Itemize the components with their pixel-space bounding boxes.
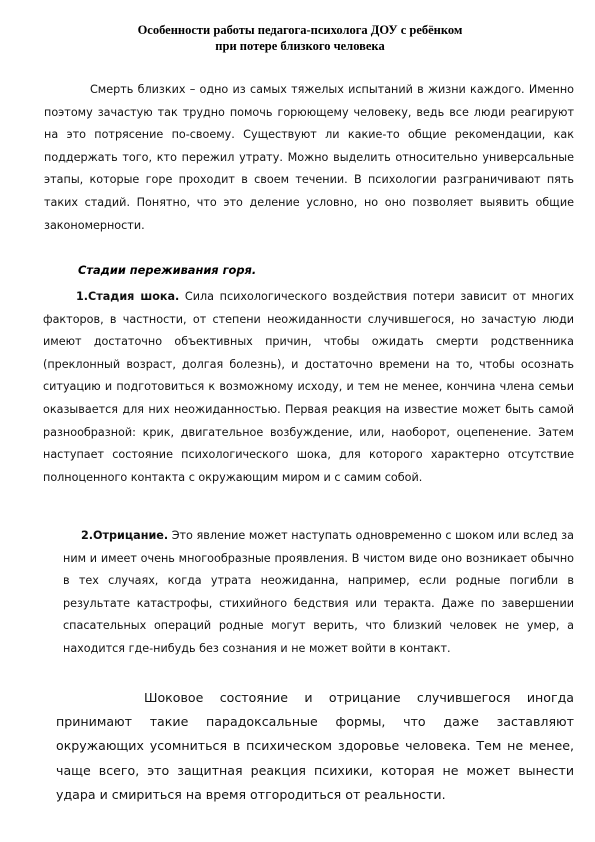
title-line-2: при потере близкого человека <box>215 39 385 53</box>
title-line-1: Особенности работы педагога-психолога ДОУ с ребёнком <box>137 23 463 37</box>
closing-paragraph: Шоковое состояние и отрицание случившегося иногда принимают такие парадоксальные формы, что даже заставляют окружающих усомниться в психическом здоровье человека. Тем не менее, чаще всего, это защитная реакция психики, которая не может вынести удара и смириться на время отгородиться от реальности. <box>56 690 574 802</box>
stage-1-paragraph <box>43 286 574 489</box>
document-title <box>100 22 500 54</box>
stage-2-text: Это явление может наступать одновременно с шоком или вслед за ним и имеет очень многообразные проявления. В чистом виде оно возникает обычно в тех случаях, когда утрата неожиданна, например, если родные погибли в результате катастрофы, стихийного бедствия или теракта. Даже по завершении спасательных операций родные могут верить, что близкий человек не умер, а находится где-нибудь без сознания и не может войти в контакт. <box>63 529 574 655</box>
stage-1-text: Сила психологического воздействия потери зависит от многих факторов, в частности, от степени неожиданности случившегося, но зачастую люди имеют достаточно объективных причин, чтобы ожидать смерти родственника (преклонный возраст, долгая болезнь), и достаточно времени на то, чтобы осознать ситуацию и подготовиться к возможному исходу, и тем не менее, кончина члена семьи оказывается для них неожиданностью. Первая реакция на известие может быть самой разнообразной: крик, двигательное возбуждение, или, наоборот, оцепенение. Затем наступает состояние психологического шока, для которого характерно отсутствие полноценного контакта с окружающим миром и с самим собой. <box>43 290 574 484</box>
intro-paragraph: Смерть близких – одно из самых тяжелых испытаний в жизни каждого. Именно поэтому зачастую так трудно помочь горюющему человеку, ведь все люди реагируют на это потрясение по-своему. Существуют ли какие-то общие рекомендации, как поддержать того, кто пережил утрату. Можно выделить относительно универсальные этапы, которые горе проходит в своем течении. В психологии разграничивают пять таких стадий. Понятно, что это деление условно, но оно позволяет выявить общие закономерности. <box>44 83 574 232</box>
stages-heading: Стадии переживания горя. <box>78 263 257 277</box>
stage-2-label: 2.Отрицание. <box>81 529 169 542</box>
stage-2-paragraph <box>63 525 574 661</box>
stage-1-label: 1.Стадия шока. <box>76 290 180 303</box>
